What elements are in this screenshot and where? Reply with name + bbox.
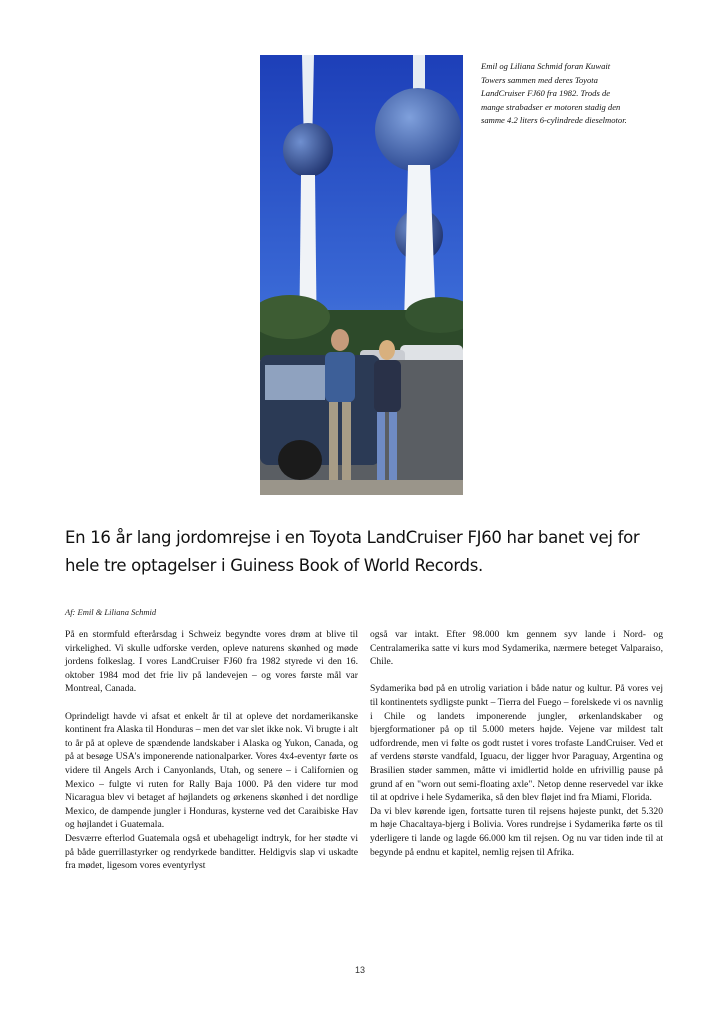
byline: Af: Emil & Liliana Schmid: [65, 607, 157, 617]
paragraph: også var intakt. Efter 98.000 km gennem syv lande i Nord- og Centralamerika satte vi kurs mod Sydamerika, nærmere beteget Valparaiso, Chile.: [370, 629, 663, 668]
paragraph: Sydamerika bød på en utrolig variation i både natur og kultur. På vores vej til kontinentets sydligste punkt – Tierra del Fuego – forelskede vi os navnlig i Chile og landets imponerende jungler, ørkenlandskaber og bjergformationer på op til 5.000 meters højde. Vejene var mildest talt udfordrende, men vi følte os godt rustet i vores trofaste LandCruiser. Ved et af verdens største vandfald, Iguacu, der ligger hvor Paraguay, Argentina og Brasilien støder sammen, måtte vi imidlertid holde en ufrivillig pause på grund af en "worn out semi-floating axle". Netop denne reservedel var ikke til at opdrive i hele Sydamerika, så den blev fløjet ind fra Miami, Florida.: [370, 683, 663, 804]
left-column: [65, 628, 358, 886]
paragraph: Desværre efterlod Guatemala også et ubehageligt indtryk, for her stødte vi på både guerrillastyrker og rendyrkede banditter. Heldigvis slap vi uskadte fra mødet, ligesom vores eventyrlyst: [65, 832, 358, 872]
paragraph: På en stormfuld efterårsdag i Schweiz begyndte vores drøm at blive til virkelighed. Vi skulle udforske verden, opleve naturens skønhed og møde jordens folkeslag. I vores LandCruiser FJ60 fra 1982 styrede vi den 16. oktober 1984 mod det frie liv på landevejen – og vores første mål var Montreal, Canada.: [65, 629, 358, 695]
right-column: [370, 628, 663, 873]
page-number: 13: [354, 965, 365, 975]
photo-caption: Emil og Liliana Schmid foran Kuwait Towers sammen med deres Toyota LandCruiser FJ60 fra 1982. Trods de mange strabadser er motoren stadig den samme 4.2 liters 6-cylindrede dieselmotor.: [481, 61, 627, 126]
headline-line-2: hele tre optagelser i Guiness Book of World Records.: [65, 556, 483, 575]
article-headline: [65, 524, 665, 580]
headline-line-1: En 16 år lang jordomrejse i en Toyota LandCruiser FJ60 har banet vej for: [65, 528, 640, 547]
kuwait-towers-photo: [260, 55, 463, 495]
paragraph: Da vi blev kørende igen, fortsatte turen til rejsens højeste punkt, det 5.320 m høje Chacaltaya-bjerg i Bolivia. Vores rundrejse i Sydamerika førte os til yderligere ti lande og lagde 66.000 km til rejsen. Og nu var tiden inde til at begynde på endnu et kapitel, nemlig rejsen til Afrika.: [370, 805, 663, 858]
paragraph: Oprindeligt havde vi afsat et enkelt år til at opleve det nordamerikanske kontinent fra Alaska til Honduras – men det var slet ikke nok. Vi brugte i alt to år på at opleve de spændende landskaber i Alaska og Yukon, Canada, og på at besøge USA's imponerende nationalparker. Vores 4x4-eventyr førte os videre til Angels Arch i Canyonlands, Utah, og senere – i Californien og Mexico – fulgte vi ruten for Rally Baja 1000. På den videre tur mod Nicaragua blev vi betaget af højlandets og ørkenens skønhed i det nordlige Mexico, de dampende jungler i Honduras, kysterne ved det Caraibiske Hav og højlandet i Guatemala.: [65, 710, 358, 831]
